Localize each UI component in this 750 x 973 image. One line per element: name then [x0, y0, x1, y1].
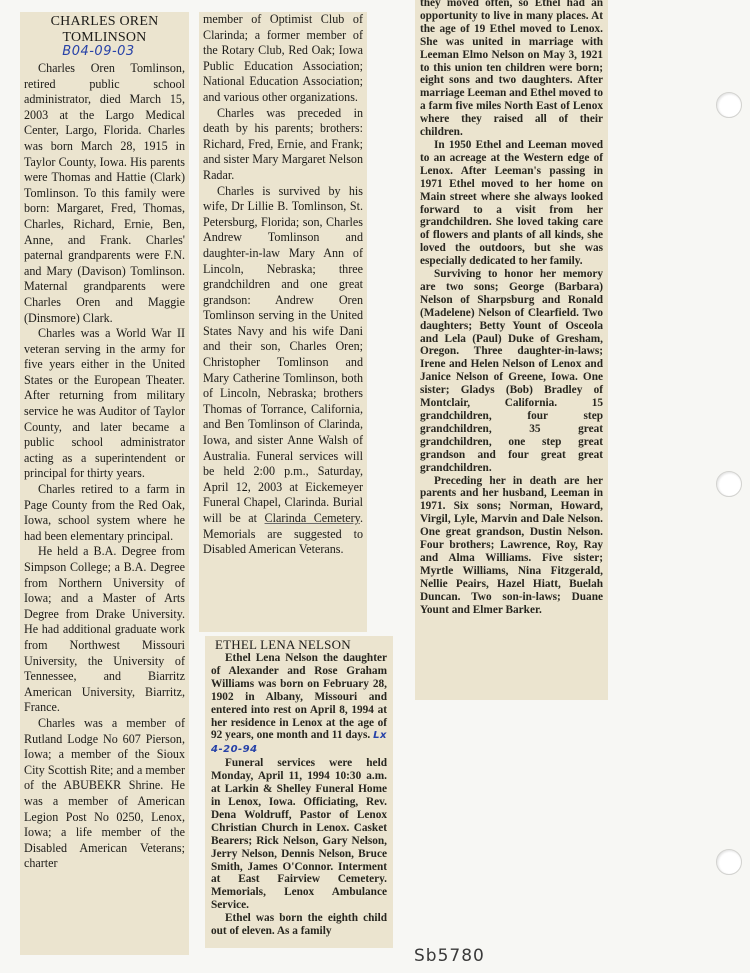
obituary-nelson-column-2 [415, 0, 608, 700]
paragraph: Funeral services were held Monday, April 11, 1994 10:30 a.m. at Larkin & Shelley Funeral Home in Lenox, Iowa. Officiating, Rev. Dena Woldruff, Pastor of Lenox Christian Church in Lenox. Casket Bearers; Rick Nelson, Gary Nelson, Jerry Nelson, Dennis Nelson, Bruce Smith, James O'Connor. Interment at East Fairview Cemetery. Memorials, Lenox Ambulance Service. [211, 757, 387, 912]
paragraph: Surviving to honor her memory are two sons; George (Barbara) Nelson of Sharpsburg and Ronald (Madelene) Nelson of Clearfield. Two daughters; Betty Yount of Osceola and Lela (Paul) Duke of Gresham, Oregon. Three daughter-in-laws; Irene and Helen Nelson of Lenox and Janice Nelson of Greene, Iowa. One sister; Gladys (Bob) Bradley of Montclair, California. 15 grandchildren, four step grandchildren, 35 great grandchildren, one step great grandson and four great great grandchildren. [420, 268, 603, 474]
paragraph: Preceding her in death are her parents and her husband, Leeman in 1971. Six sons; Norman, Howard, Virgil, Lyle, Marvin and Dale Nelson. One great grandson, Dustin Nelson. Four brothers; Lawrence, Roy, Ray and Alma Williams. Five sister; Myrtle Williams, Nina Fitzgerald, Nellie Peairs, Hazel Hiatt, Buelah Duncan. Two son-in-laws; Duane Yount and Elmer Barker. [420, 474, 603, 616]
obituary-title: CHARLES OREN TOMLINSON [50, 14, 159, 45]
paragraph: Charles was a World War II veteran serving in the army for five years either in the United States or the European Theater. After returning from military service he was Auditor of Taylor County, and later became a public school administrator acting as a superintendent or principal for thirty years. [24, 326, 185, 481]
paragraph: Charles Oren Tomlinson, retired public school administrator, died March 15, 2003 at the Largo Medical Center, Largo, Florida. Charles was born March 28, 1915 in Taylor County, Iowa. His parents were Thomas and Hattie (Clark) Tomlinson. To this family were born: Margaret, Fred, Thomas, Charles, Richard, Ernie, Ben, Anne, and Frank. Charles' paternal grandparents were F.N. and Mary (Davison) Tomlinson. Maternal grandparents were Charles Oren and Maggie (Dinsmore) Clark. [24, 61, 185, 325]
obituary-nelson-column-1 [205, 636, 393, 948]
obituary-title: ETHEL LENA NELSON [215, 637, 351, 652]
obituary-body [24, 61, 185, 872]
paragraph-text: Charles is survived by his wife, Dr Lillie B. Tomlinson, St. Petersburg, Florida; son, Charles Andrew Tomlinson and daughter-in-law Mary Ann of Lincoln, Nebraska; three grandchildren and one great grandson: Andrew Oren Tomlinson serving in the United States Navy and his wife Dani and their son, Charles Oren; Christopher Tomlinson and Mary Catherine Tomlinson, both of Lincoln, Nebraska; brothers Thomas of Torrance, California, and Ben Tomlinson of Clarinda, Iowa, and sister Anne Walsh of Australia. Funeral services will be held 2:00 p.m., Saturday, April 12, 2003 at Eickemeyer Funeral Chapel, Clarinda. Burial will be at [203, 183, 363, 525]
handwritten-date: B04-09-03 [62, 44, 135, 59]
paragraph [211, 652, 387, 757]
obituary-body [203, 12, 363, 558]
obituary-body [420, 0, 603, 617]
obituary-body [211, 652, 387, 938]
paragraph: member of Optimist Club of Clarinda; a former member of the Rotary Club, Red Oak; Iowa Public Education Association; National Education Association; and various other organizations. [203, 12, 363, 104]
paragraph-text: . Memorials are suggested to Disabled American Veterans. [203, 511, 363, 557]
paragraph: Charles was a member of Rutland Lodge No 607 Pierson, Iowa; a member of the Sioux City Scottish Rite; and a member of the ABUBEKR Shrine. He was a member of American Legion Post No 0250, Lenox, Iowa; a life member of the Disabled American Veterans; charter [24, 715, 185, 871]
paragraph-text: Ethel Lena Nelson the daughter of Alexander and Rose Graham Williams was born on February 28, 1902 in Albany, Missouri and entered into rest on April 8, 1994 at her residence in Lenox at the age of 92 years, one month and 11 days. [211, 652, 387, 742]
obituary-tomlinson-column-2 [199, 12, 367, 632]
paragraph: Charles retired to a farm in Page County from the Red Oak, Iowa, school system where he had been elementary principal. [24, 482, 185, 543]
punch-hole [716, 849, 742, 875]
paragraph: He held a B.A. Degree from Simpson College; a B.A. Degree from Northern University of Iowa; and a Master of Arts Degree from Drake University. He had additional graduate work from Northwest Missouri University, the University of Tennessee, and Biarritz American University, Biarritz, France. [24, 544, 185, 715]
punch-hole [716, 471, 742, 497]
punch-hole [716, 92, 742, 118]
paragraph: they moved often, so Ethel had an opportunity to live in many places. At the age of 19 Ethel moved to Lenox. She was united in marriage with Leeman Elmo Nelson on May 3, 1921 to this union ten children were born; eight sons and two daughters. After marriage Leeman and Ethel moved to a farm five miles North East of Lenox where they raised all of their children. [420, 0, 603, 139]
obituary-tomlinson-column-1 [20, 12, 189, 955]
underlined-cemetery: Clarinda Cemetery [264, 511, 360, 525]
paragraph: Ethel was born the eighth child out of eleven. As a family [211, 912, 387, 938]
paragraph [203, 184, 363, 558]
paragraph: In 1950 Ethel and Leeman moved to an acreage at the Western edge of Lenox. After Leeman's passing in 1971 Ethel moved to her home on Main street where she always looked forward to a visit from her grandchildren. She loved taking care of flowers and plants of all kinds, she loved the outdoors, but she was especially dedicated to her family. [420, 138, 603, 268]
handwritten-date: Lx 4-20-94 [211, 730, 387, 756]
paragraph: Charles was preceded in death by his parents; brothers: Richard, Fred, Ernie, and Frank; and sister Mary Margaret Nelson Radar. [203, 105, 363, 182]
page-reference: Sb5780 [414, 946, 485, 966]
